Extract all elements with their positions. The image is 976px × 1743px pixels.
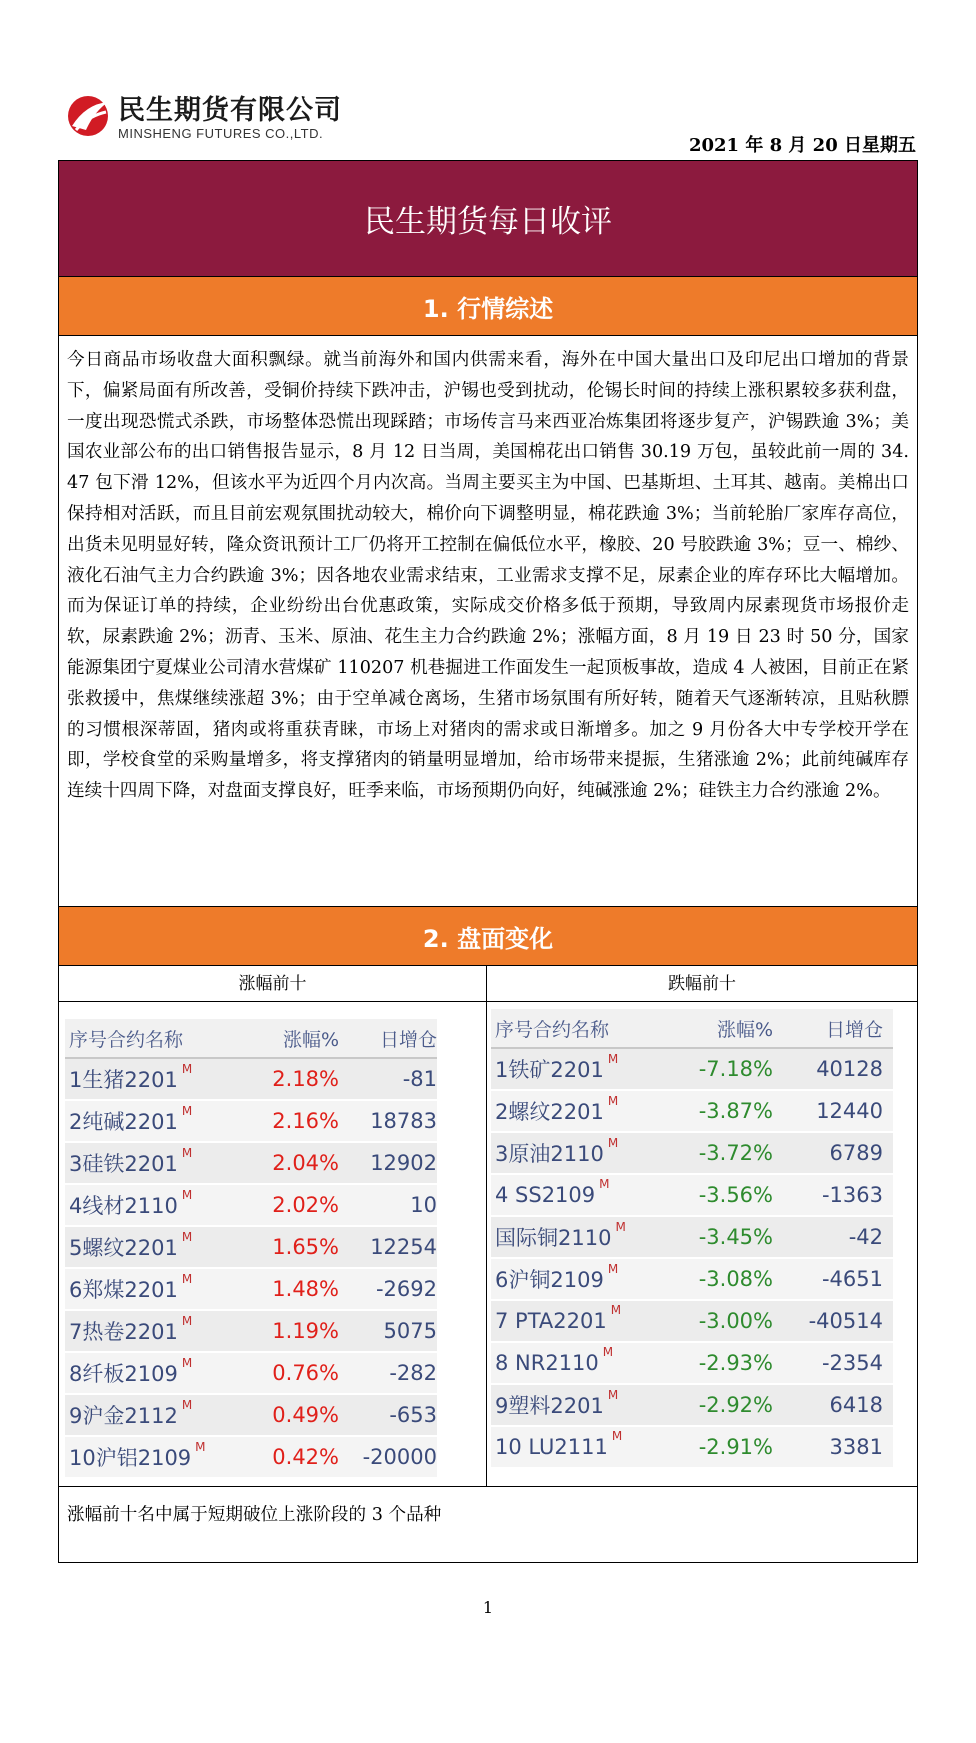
change-pct: -3.00% [698, 1309, 773, 1333]
column-header-vol: 日增仓 [379, 1028, 437, 1051]
contract-mark: M [599, 1177, 610, 1191]
company-logo [66, 86, 366, 152]
contract-name [65, 1442, 247, 1472]
change-pct: -2.93% [698, 1351, 773, 1375]
table-row [491, 1217, 893, 1259]
change-pct: -3.72% [698, 1141, 773, 1165]
contract-label: 8纤板2109 [69, 1362, 178, 1386]
page-number: 1 [482, 1598, 494, 1617]
contract-label: 1铁矿2201 [495, 1058, 604, 1082]
contract-mark: M [181, 1356, 193, 1370]
gainers-table [65, 1019, 437, 1479]
contract-label: 7热卷2201 [69, 1320, 178, 1344]
table-row [491, 1175, 893, 1217]
contract-mark: M [181, 1146, 193, 1160]
open-interest-change: -2354 [821, 1351, 883, 1375]
change-pct: 0.49% [272, 1403, 339, 1427]
contract-name [491, 1429, 663, 1459]
contract-name [491, 1345, 663, 1375]
column-header-name: 序号合约名称 [69, 1028, 184, 1051]
table-row [65, 1395, 437, 1437]
change-pct: -2.91% [698, 1435, 773, 1459]
table-row [65, 1269, 437, 1311]
contract-mark: M [607, 1388, 619, 1402]
open-interest-change: -1363 [821, 1183, 883, 1207]
logo-emblem-icon [66, 86, 112, 146]
company-name-cn: 民生期货有限公司 [118, 95, 342, 126]
contract-label: 9塑料2201 [495, 1394, 604, 1418]
contract-mark: M [610, 1303, 622, 1317]
change-pct: 0.76% [272, 1361, 339, 1385]
breakout-note: 涨幅前十名中属于短期破位上涨阶段的 3 个品种 [67, 1505, 442, 1525]
change-pct: -3.08% [698, 1267, 773, 1291]
contract-name [65, 1358, 247, 1388]
open-interest-change: 18783 [370, 1109, 437, 1133]
column-header-vol: 日增仓 [825, 1018, 883, 1041]
open-interest-change: -2692 [375, 1277, 437, 1301]
contract-mark: M [602, 1345, 614, 1359]
open-interest-change: -42 [848, 1225, 883, 1249]
contract-name [65, 1064, 247, 1094]
change-pct: 2.18% [272, 1067, 339, 1091]
open-interest-change: 12440 [816, 1099, 883, 1123]
open-interest-change: -40514 [808, 1309, 883, 1333]
losers-table [491, 1009, 893, 1469]
report-date: 2021 年 8 月 20 日星期五 [688, 135, 916, 156]
contract-name [65, 1190, 247, 1220]
open-interest-change: -20000 [362, 1445, 437, 1469]
contract-name [491, 1303, 663, 1333]
column-header-name: 序号合约名称 [495, 1018, 610, 1041]
contract-label: 1生猪2201 [69, 1068, 178, 1092]
contract-name [491, 1177, 663, 1207]
table-row [491, 1091, 893, 1133]
contract-mark: M [195, 1440, 206, 1454]
table-row [491, 1301, 893, 1343]
table-row [491, 1343, 893, 1385]
change-pct: -3.87% [698, 1099, 773, 1123]
open-interest-change: 12902 [370, 1151, 437, 1175]
change-pct: 1.65% [272, 1235, 339, 1259]
contract-mark: M [607, 1136, 619, 1150]
contract-label: 8 NR2110 [495, 1351, 599, 1375]
change-pct: 1.19% [272, 1319, 339, 1343]
contract-mark: M [615, 1220, 626, 1234]
contract-name [491, 1054, 663, 1084]
contract-mark: M [611, 1429, 623, 1443]
open-interest-change: -81 [402, 1067, 437, 1091]
table-row [65, 1143, 437, 1185]
contract-name [491, 1138, 663, 1168]
contract-mark: M [607, 1094, 619, 1108]
change-pct: -3.56% [698, 1183, 773, 1207]
contract-name [65, 1148, 247, 1178]
section-overview-heading: 1. 行情综述 [59, 276, 917, 336]
contract-name [491, 1390, 663, 1420]
open-interest-change: 10 [410, 1193, 437, 1217]
contract-label: 5螺纹2201 [69, 1236, 178, 1260]
table-row [65, 1227, 437, 1269]
contract-mark: M [607, 1262, 619, 1276]
contract-label: 6沪铜2109 [495, 1268, 604, 1292]
contract-mark: M [181, 1230, 193, 1244]
contract-mark: M [181, 1314, 193, 1328]
market-overview-text: 今日商品市场收盘大面积飘绿。就当前海外和国内供需来看，海外在中国大量出口及印尼出口增加的背景下，偏紧局面有所改善，受铜价持续下跌冲击，沪锡也受到扰动，伦锡长时间的持续上涨积累较多获利盘，一度出现恐慌式杀跌，市场整体恐慌出现踩踏；市场传言马来西亚冶炼集团将逐步复产，沪锡跌逾 3%；美国农业部公布的出口销售报告显示，8 月 12 日当周，美国棉花出口销售 30.19 万包，虽较此前一周的 34.47 包下滑 12%，但该水平为近四个月内次高。当周主要买主为中国、巴基斯坦、土耳其、越南。美棉出口保持相对活跃，而且目前宏观氛围扰动较大，棉价向下调整明显，棉花跌逾 3%；当前轮胎厂家库存高位，出货未见明显好转，隆众资讯预计工厂仍将开工控制在偏低位水平，橡胶、20 号胶跌逾 3%；豆一、棉纱、液化石油气主力合约跌逾 3%；因各地农业需求结束，工业需求支撑不足，尿素企业的库存环比大幅增加。而为保证订单的持续，企业纷纷出台优惠政策，实际成交价格多低于预期，导致周内尿素现货市场报价走软，尿素跌逾 2%；沥青、玉米、原油、花生主力合约跌逾 2%；涨幅方面，8 月 19 日 23 时 50 分，国家能源集团宁夏煤业公司清水营煤矿 110207 机巷掘进工作面发生一起顶板事故，造成 4 人被困，目前正在紧张救援中，焦煤继续涨超 3%；由于空单减仓离场，生猪市场氛围有所好转，随着天气逐渐转凉，且贴秋膘的习惯根深蒂固，猪肉或将重获青睐，市场上对猪肉的需求或日渐增多。加之 9 月份各大中专学校开学在即，学校食堂的采购量增多，将支撑猪肉的销量明显增加，给市场带来提振，生猪涨逾 2%；此前纯碱库存连续十四周下降，对盘面支撑良好，旺季来临，市场预期仍向好，纯碱涨逾 2%；硅铁主力合约涨逾 2%。 [67, 350, 909, 802]
divider [59, 1001, 917, 1002]
table-row [491, 1427, 893, 1469]
report-frame [58, 160, 918, 1563]
table-header [65, 1019, 437, 1059]
contract-mark: M [607, 1052, 619, 1066]
column-header-pct: 涨幅% [716, 1018, 773, 1041]
report-title: 民生期货每日收评 [59, 161, 917, 277]
contract-name [65, 1316, 247, 1346]
contract-name [65, 1274, 247, 1304]
open-interest-change: -4651 [821, 1267, 883, 1291]
column-divider [486, 966, 487, 1486]
open-interest-change: 6418 [829, 1393, 883, 1417]
table-header [491, 1009, 893, 1049]
contract-label: 3硅铁2201 [69, 1152, 178, 1176]
contract-name [491, 1222, 663, 1252]
table-row [491, 1133, 893, 1175]
contract-label: 4 SS2109 [495, 1183, 596, 1207]
section-market-change-heading: 2. 盘面变化 [59, 906, 917, 966]
contract-label: 10沪铝2109 [69, 1446, 192, 1470]
table-row [65, 1059, 437, 1101]
contract-name [491, 1264, 663, 1294]
table-row [65, 1101, 437, 1143]
losers-heading: 跌幅前十 [668, 974, 736, 994]
contract-label: 6郑煤2201 [69, 1278, 178, 1302]
divider [59, 1486, 917, 1487]
company-name-en: MINSHENG FUTURES CO.,LTD. [118, 126, 324, 141]
contract-label: 7 PTA2201 [495, 1309, 607, 1333]
table-row [65, 1185, 437, 1227]
table-row [65, 1353, 437, 1395]
open-interest-change: 5075 [383, 1319, 437, 1343]
change-pct: 2.04% [272, 1151, 339, 1175]
contract-label: 9沪金2112 [69, 1404, 178, 1428]
change-pct: -3.45% [698, 1225, 773, 1249]
change-pct: 2.02% [272, 1193, 339, 1217]
contract-mark: M [181, 1188, 193, 1202]
contract-mark: M [181, 1062, 193, 1076]
contract-label: 2纯碱2201 [69, 1110, 178, 1134]
open-interest-change: 6789 [829, 1141, 883, 1165]
table-row [491, 1385, 893, 1427]
contract-name [65, 1106, 247, 1136]
contract-name [65, 1232, 247, 1262]
contract-label: 10 LU2111 [495, 1435, 608, 1459]
open-interest-change: 3381 [829, 1435, 883, 1459]
change-pct: 2.16% [272, 1109, 339, 1133]
contract-name [491, 1096, 663, 1126]
contract-mark: M [181, 1272, 193, 1286]
contract-name [65, 1400, 247, 1430]
change-pct: 1.48% [272, 1277, 339, 1301]
gainers-heading: 涨幅前十 [238, 974, 307, 994]
open-interest-change: 12254 [370, 1235, 437, 1259]
table-row [491, 1259, 893, 1301]
change-pct: -2.92% [698, 1393, 773, 1417]
table-row [65, 1311, 437, 1353]
contract-mark: M [181, 1398, 193, 1412]
contract-label: 3原油2110 [495, 1142, 604, 1166]
contract-label: 2螺纹2201 [495, 1100, 604, 1124]
table-row [491, 1049, 893, 1091]
contract-label: 4线材2110 [69, 1194, 178, 1218]
change-pct: -7.18% [698, 1057, 773, 1081]
contract-label: 国际铜2110 [495, 1226, 612, 1250]
column-header-pct: 涨幅% [282, 1028, 339, 1051]
open-interest-change: -282 [389, 1361, 437, 1385]
contract-mark: M [181, 1104, 193, 1118]
open-interest-change: 40128 [816, 1057, 883, 1081]
open-interest-change: -653 [389, 1403, 437, 1427]
table-row [65, 1437, 437, 1479]
change-pct: 0.42% [272, 1445, 339, 1469]
